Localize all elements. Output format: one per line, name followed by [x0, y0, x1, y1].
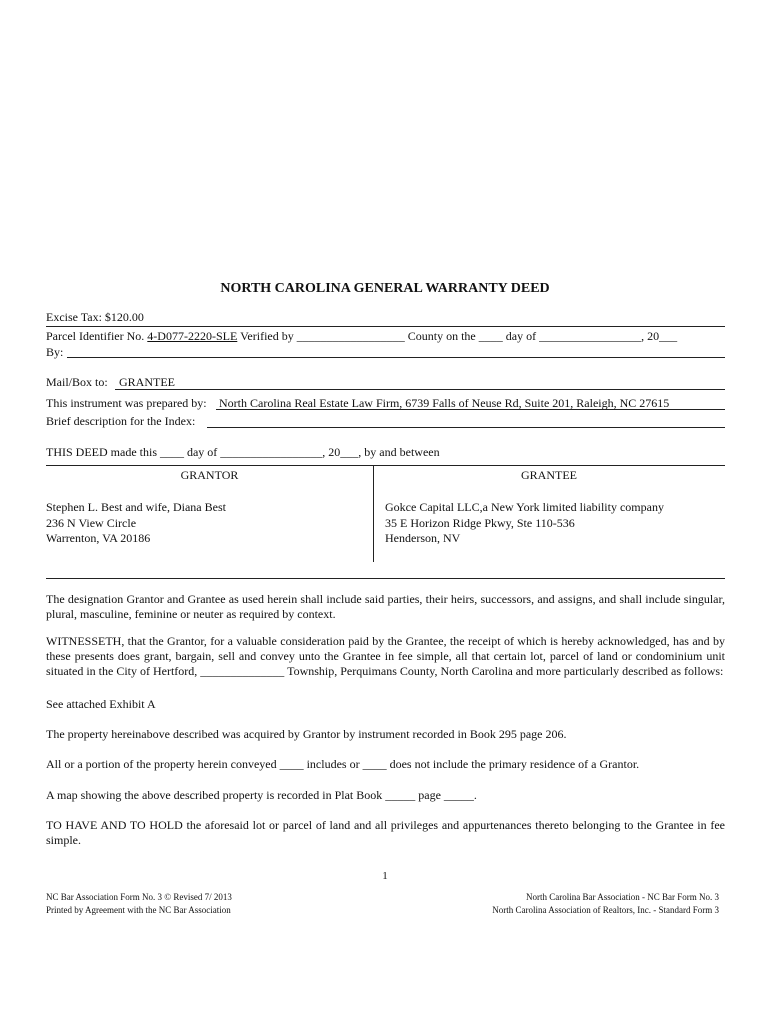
mailbox-label: Mail/Box to:	[46, 375, 108, 389]
grantee-line: 35 E Horizon Ridge Pkwy, Ste 110-536	[385, 516, 575, 530]
mailbox-line	[115, 389, 725, 390]
grantee-line: Gokce Capital LLC,a New York limited liability company	[385, 500, 664, 514]
witnesseth-paragraph: WITNESSETH, that the Grantor, for a valuable consideration paid by the Grantee, the receipt of which is hereby acknowledged, has and by these presents does grant, bargain, sell and convey unto the Grantee in fee simple, all that certain lot, parcel of land or condominium unit situated in the City of Hertford, ______________ Township, Perquimans County, North Carolina and more particularly described as follows:	[46, 634, 725, 678]
residence-paragraph: All or a portion of the property herein conveyed ____ includes or ____ does not include the primary residence of a Grantor.	[46, 757, 640, 771]
deed-made: THIS DEED made this ____ day of _________________, 20___, by and between	[46, 445, 440, 459]
acquired-paragraph: The property hereinabove described was acquired by Grantor by instrument recorded in Book 295 page 206.	[46, 727, 567, 741]
prepared-value: North Carolina Real Estate Law Firm, 6739 Falls of Neuse Rd, Suite 201, Raleigh, NC 27615	[219, 396, 670, 410]
grantor-line: Stephen L. Best and wife, Diana Best	[46, 500, 226, 514]
grantor-line: Warrenton, VA 20186	[46, 531, 151, 545]
by-line	[67, 357, 725, 358]
page-title: NORTH CAROLINA GENERAL WARRANTY DEED	[220, 281, 550, 296]
map-paragraph: A map showing the above described property is recorded in Plat Book _____ page _____.	[46, 788, 477, 802]
grantee-header: GRANTEE	[521, 468, 577, 482]
footer-right-2: North Carolina Association of Realtors, Inc. - Standard Form 3	[492, 905, 719, 915]
brief-label: Brief description for the Index:	[46, 414, 196, 428]
designation-paragraph: The designation Grantor and Grantee as used herein shall include said parties, their heirs, successors, and assigns, and shall include singular, plural, masculine, feminine or neuter as required by context.	[46, 592, 725, 621]
party-table-bottom	[46, 578, 725, 579]
prepared-line	[216, 409, 725, 410]
by-label: By:	[46, 345, 64, 359]
grantee-line: Henderson, NV	[385, 531, 461, 545]
divider	[46, 326, 725, 327]
footer-left-2: Printed by Agreement with the NC Bar Association	[46, 905, 231, 915]
party-table-top	[46, 465, 725, 466]
parcel-id: 4-D077-2220-SLE	[147, 329, 238, 343]
page-number: 1	[382, 870, 388, 882]
excise-tax: Excise Tax: $120.00	[46, 310, 144, 324]
parcel-line	[46, 329, 677, 344]
footer-left-1: NC Bar Association Form No. 3 © Revised 7/ 2013	[46, 892, 232, 902]
brief-line	[207, 427, 725, 428]
exhibit-line: See attached Exhibit A	[46, 697, 156, 711]
have-hold-paragraph: TO HAVE AND TO HOLD the aforesaid lot or parcel of land and all privileges and appurtenances thereto belonging to the Grantee in fee simple.	[46, 818, 725, 847]
grantor-header: GRANTOR	[180, 468, 239, 482]
grantor-line: 236 N View Circle	[46, 516, 137, 530]
mailbox-value: GRANTEE	[119, 375, 175, 389]
parcel-verified: Verified by __________________ County on the ____ day of _________________, 20___	[240, 329, 678, 343]
footer-right-1: North Carolina Bar Association - NC Bar Form No. 3	[526, 892, 719, 902]
prepared-label: This instrument was prepared by:	[46, 396, 207, 410]
parcel-label: Parcel Identifier No.	[46, 329, 145, 343]
